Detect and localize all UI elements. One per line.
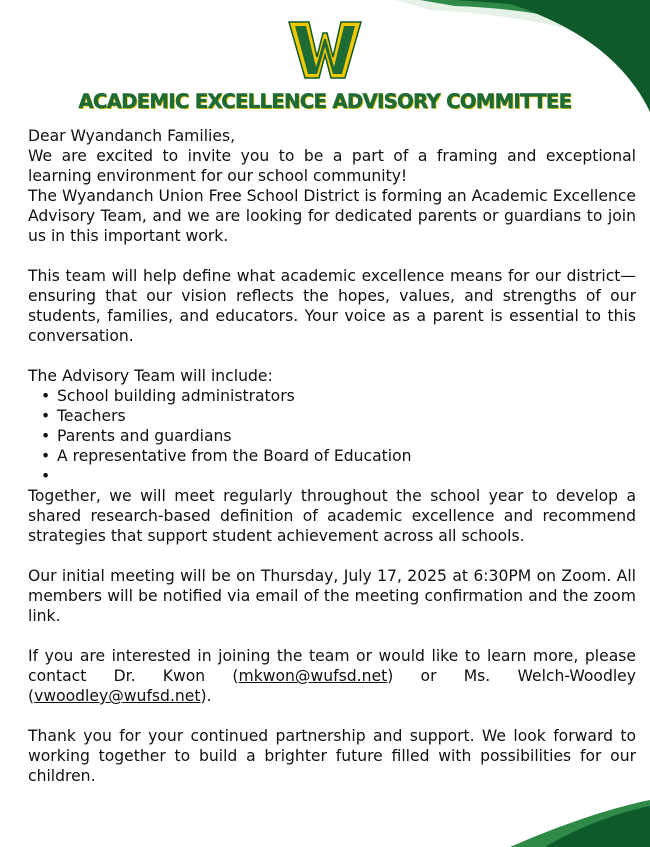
contact-suffix: ).: [200, 687, 212, 705]
wyandanch-w-logo-icon: [287, 19, 363, 81]
list-item: [57, 466, 636, 486]
email-link-woodley[interactable]: vwoodley@wufsd.net: [34, 687, 201, 705]
includes-heading: The Advisory Team will include:: [28, 367, 273, 385]
salutation: Dear Wyandanch Families,: [28, 127, 236, 145]
closing-paragraph: Thank you for your continued partnership and support. We look forward to working together to build a brighter future filled with possibilities for our children.: [28, 727, 636, 785]
list-item: • School building administrators: [57, 386, 636, 406]
list-item: • Parents and guardians: [57, 426, 636, 446]
team-purpose-paragraph: This team will help define what academic excellence means for our district—ensuring that our vision reflects the hopes, values, and strengths of our students, families, and educators. Your voice as a parent is essential to this conversation.: [28, 267, 636, 345]
member-list: [28, 386, 636, 486]
email-link-kwon[interactable]: mkwon@wufsd.net: [238, 667, 388, 685]
meeting-paragraph: Our initial meeting will be on Thursday, July 17, 2025 at 6:30PM on Zoom. All members will be notified via email of the meeting confirmation and the zoom link.: [28, 567, 636, 625]
list-item: • A representative from the Board of Education: [57, 446, 636, 466]
page-title: ACADEMIC EXCELLENCE ADVISORY COMMITTEE: [78, 90, 572, 113]
contact-prefix: If you are interested in joining the team or would like to learn more, please contact Dr. Kwon (: [28, 647, 636, 685]
intro-paragraph: We are excited to invite you to be a part of a framing and exceptional learning environment for our school community!: [28, 147, 636, 185]
list-item: • Teachers: [57, 406, 636, 426]
district-paragraph: The Wyandanch Union Free School District is forming an Academic Excellence Advisory Team, and we are looking for dedicated parents or guardians to join us in this important work.: [28, 187, 636, 245]
contact-middle: ) or Ms. Welch-Woodley (: [28, 667, 637, 705]
together-paragraph: Together, we will meet regularly throughout the school year to develop a shared research-based definition of academic excellence and recommend strategies that support student achievement across all schools.: [28, 487, 636, 545]
letter-body: [28, 126, 636, 786]
contact-paragraph: [28, 646, 636, 706]
